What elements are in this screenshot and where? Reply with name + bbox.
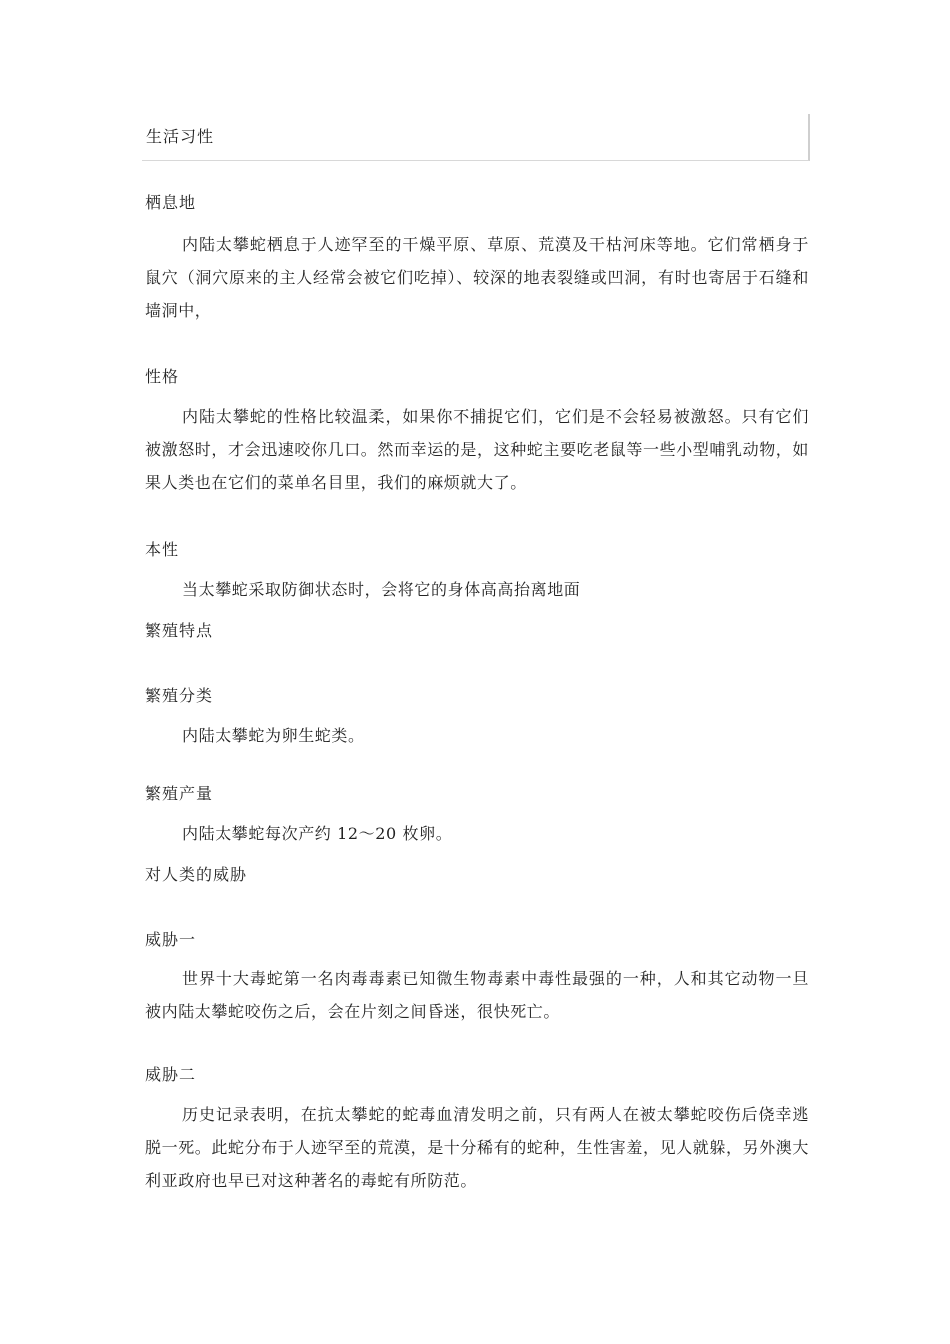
breeding-heading: 繁殖特点 [145,621,214,640]
nature-paragraph: 当太攀蛇采取防御状态时，会将它的身体高高抬离地面 [182,580,581,599]
habitat-paragraph: 内陆太攀蛇栖息于人迹罕至的干燥平原、草原、荒漠及干枯河床等地。它们常栖身于鼠穴（洞穴原来的主人经常会被它们吃掉）、较深的地表裂缝或凹洞，有时也寄居于石缝和墙洞中， [145,235,809,320]
temper-paragraph: 内陆太攀蛇的性格比较温柔，如果你不捕捉它们，它们是不会轻易被激怒。只有它们被激怒时，才会迅速咬你几口。然而幸运的是，这种蛇主要吃老鼠等一些小型哺乳动物，如果人类也在它们的菜单名目里，我们的麻烦就大了。 [145,407,810,492]
breeding-yield-heading: 繁殖产量 [145,784,214,803]
breeding-class-heading: 繁殖分类 [145,686,214,705]
threat1-paragraph: 世界十大毒蛇第一名肉毒毒素已知微生物毒素中毒性最强的一种，人和其它动物一旦被内陆太攀蛇咬伤之后，会在片刻之间昏迷，很快死亡。 [145,969,809,1021]
threat2-heading: 威胁二 [145,1065,197,1084]
nature-heading: 本性 [145,540,180,559]
temper-heading: 性格 [145,367,180,386]
threat1-heading: 威胁一 [145,930,197,949]
threat2-paragraph: 历史记录表明，在抗太攀蛇的蛇毒血清发明之前，只有两人在被太攀蛇咬伤后侥幸逃脱一死。此蛇分布于人迹罕至的荒漠，是十分稀有的蛇种，生性害羞，见人就躲，另外澳大利亚政府也早已对这种著名的毒蛇有所防范。 [145,1105,810,1190]
breeding-yield-paragraph: 内陆太攀蛇每次产约 12～20 枚卵。 [182,824,453,843]
threat-heading: 对人类的威胁 [145,865,248,884]
breeding-class-paragraph: 内陆太攀蛇为卵生蛇类。 [182,726,365,745]
habitat-heading: 栖息地 [145,193,197,212]
page-title: 生活习性 [146,127,215,146]
title-box [142,114,810,161]
